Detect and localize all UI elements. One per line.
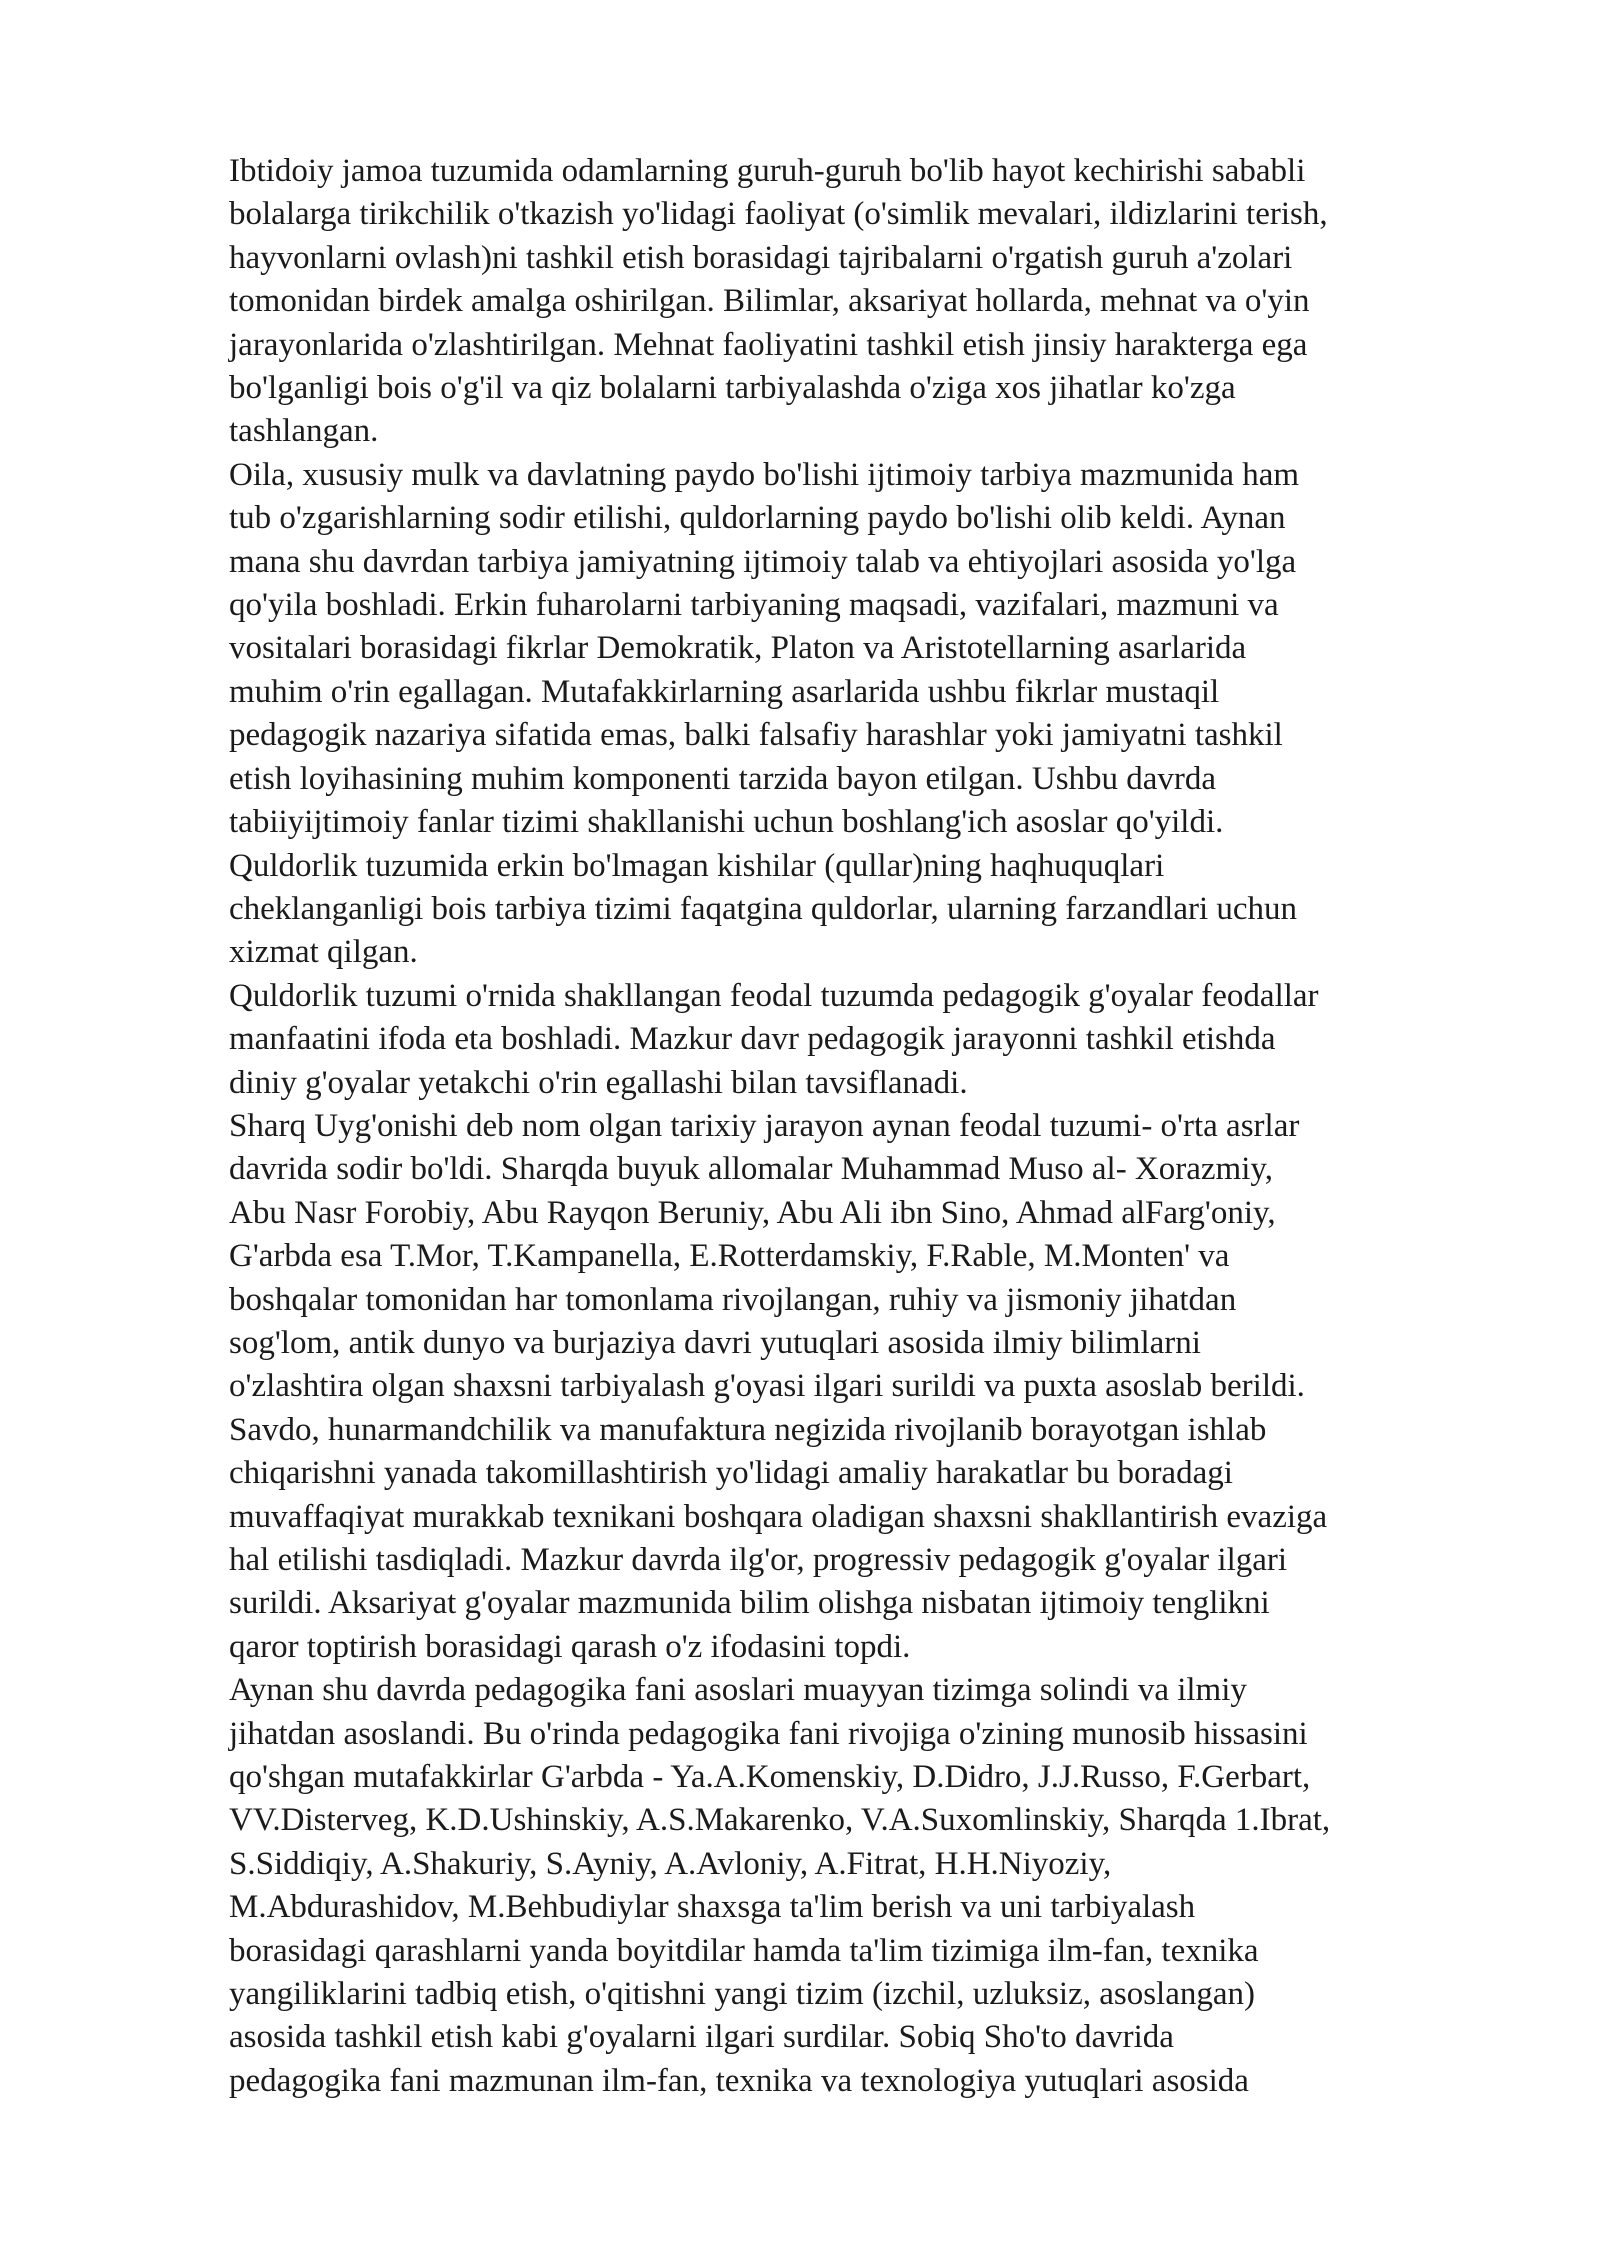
text-line: Savdo, hunarmandchilik va manufaktura negizida rivojlanib borayotgan ishlab (229, 1411, 1267, 1448)
text-line: etish loyihasining muhim komponenti tarzida bayon etilgan. Ushbu davrda (229, 760, 1217, 797)
text-line: pedagogika fani mazmunan ilm-fan, texnika va texnologiya yutuqlari asosida (229, 2062, 1249, 2099)
text-line: xizmat qilgan. (229, 934, 418, 971)
paragraph (229, 975, 1529, 1105)
text-line: VV.Disterveg, K.D.Ushinskiy, A.S.Makarenko, V.A.Suxomlinskiy, Sharqda 1.Ibrat, (229, 1802, 1331, 1839)
text-line: o'zlashtira olgan shaxsni tarbiyalash g'oyasi ilgari surildi va puxta asoslab berildi. (229, 1368, 1305, 1405)
text-line: tabiiyijtimoiy fanlar tizimi shakllanishi uchun boshlang'ich asoslar qo'yildi. (229, 804, 1224, 841)
text-line: borasidagi qarashlarni yanda boyitdilar hamda ta'lim tizimiga ilm-fan, texnika (229, 1932, 1259, 1969)
text-line: bolalarga tirikchilik o'tkazish yo'lidagi faoliyat (o'simlik mevalari, ildizlarini terish, (229, 196, 1328, 233)
paragraph (229, 1669, 1529, 2103)
paragraph (229, 150, 1529, 454)
text-line: G'arbda esa T.Mor, T.Kampanella, E.Rotterdamskiy, F.Rable, M.Monten' va (229, 1238, 1230, 1275)
text-line: yangiliklarini tadbiq etish, o'qitishni yangi tizim (izchil, uzluksiz, asoslangan) (229, 1976, 1255, 2013)
text-line: qo'shgan mutafakkirlar G'arbda - Ya.A.Komenskiy, D.Didro, J.J.Russo, F.Gerbart, (229, 1759, 1311, 1796)
text-line: hayvonlarni ovlash)ni tashkil etish borasidagi tajribalarni o'rgatish guruh a'zolari (229, 239, 1293, 276)
text-line: Abu Nasr Forobiy, Abu Rayqon Beruniy, Abu Ali ibn Sino, Ahmad alFarg'oniy, (229, 1194, 1276, 1231)
text-line: Quldorlik tuzumida erkin bo'lmagan kishilar (qullar)ning haqhuquqlari (229, 847, 1165, 884)
text-line: M.Abdurashidov, M.Behbudiylar shaxsga ta'lim berish va uni tarbiyalash (229, 1889, 1196, 1926)
text-line: qo'yila boshladi. Erkin fuharolarni tarbiyaning maqsadi, vazifalari, mazmuni va (229, 587, 1279, 624)
text-line: pedagogik nazariya sifatida emas, balki falsafiy harashlar yoki jamiyatni tashkil (229, 717, 1283, 754)
text-line: sog'lom, antik dunyo va burjaziya davri yutuqlari asosida ilmiy bilimlarni (229, 1324, 1201, 1361)
text-line: jihatdan asoslandi. Bu o'rinda pedagogika fani rivojiga o'zining munosib hissasini (229, 1715, 1308, 1752)
text-line: Oila, xususiy mulk va davlatning paydo bo'lishi ijtimoiy tarbiya mazmunida ham (229, 456, 1300, 493)
text-line: qaror toptirish borasidagi qarash o'z ifodasini topdi. (229, 1628, 911, 1665)
text-line: diniy g'oyalar yetakchi o'rin egallashi bilan tavsiflanadi. (229, 1064, 968, 1101)
text-line: asosida tashkil etish kabi g'oyalarni ilgari surdilar. Sobiq Sho'to davrida (229, 2019, 1174, 2056)
text-line: muhim o'rin egallagan. Mutafakkirlarning asarlarida ushbu fikrlar mustaqil (229, 673, 1220, 710)
text-line: Sharq Uyg'onishi deb nom olgan tarixiy jarayon aynan feodal tuzumi- o'rta asrlar (229, 1107, 1300, 1144)
text-line: manfaatini ifoda eta boshladi. Mazkur davr pedagogik jarayonni tashkil etishda (229, 1021, 1276, 1058)
text-line: boshqalar tomonidan har tomonlama rivojlangan, ruhiy va jismoniy jihatdan (229, 1281, 1237, 1318)
text-line: Ibtidoiy jamoa tuzumida odamlarning guruh-guruh bo'lib hayot kechirishi sababli (229, 153, 1306, 189)
text-line: mana shu davrdan tarbiya jamiyatning ijtimoiy talab va ehtiyojlari asosida yo'lga (229, 543, 1297, 580)
document-body (229, 150, 1529, 2103)
text-line: surildi. Aksariyat g'oyalar mazmunida bilim olishga nisbatan ijtimoiy tenglikni (229, 1585, 1270, 1622)
text-line: Quldorlik tuzumi o'rnida shakllangan feodal tuzumda pedagogik g'oyalar feodallar (229, 977, 1319, 1014)
text-line: S.Siddiqiy, A.Shakuriy, S.Ayniy, A.Avloniy, A.Fitrat, H.H.Niyoziy, (229, 1845, 1112, 1882)
text-line: hal etilishi tasdiqladi. Mazkur davrda ilg'or, progressiv pedagogik g'oyalar ilgari (229, 1542, 1288, 1578)
text-line: tashlangan. (229, 413, 379, 450)
text-line: chiqarishni yanada takomillashtirish yo'lidagi amaliy harakatlar bu boradagi (229, 1455, 1233, 1492)
paragraph (229, 1105, 1529, 1669)
text-line: tub o'zgarishlarning sodir etilishi, quldorlarning paydo bo'lishi olib keldi. Aynan (229, 500, 1286, 537)
text-line: vositalari borasidagi fikrlar Demokratik, Platon va Aristotellarning asarlarida (229, 630, 1247, 667)
paragraph (229, 454, 1529, 975)
text-line: davrida sodir bo'ldi. Sharqda buyuk allomalar Muhammad Muso al- Xorazmiy, (229, 1151, 1273, 1188)
text-line: tomonidan birdek amalga oshirilgan. Bilimlar, aksariyat hollarda, mehnat va o'yin (229, 283, 1310, 320)
text-line: cheklanganligi bois tarbiya tizimi faqatgina quldorlar, ularning farzandlari uchun (229, 890, 1298, 927)
text-line: Aynan shu davrda pedagogika fani asoslari muayyan tizimga solindi va ilmiy (229, 1672, 1247, 1709)
text-line: muvaffaqiyat murakkab texnikani boshqara oladigan shaxsni shakllantirish evaziga (229, 1498, 1328, 1535)
text-line: jarayonlarida o'zlashtirilgan. Mehnat faoliyatini tashkil etish jinsiy harakterga ega (229, 326, 1308, 363)
text-line: bo'lganligi bois o'g'il va qiz bolalarni tarbiyalashda o'ziga xos jihatlar ko'zga (229, 370, 1236, 407)
